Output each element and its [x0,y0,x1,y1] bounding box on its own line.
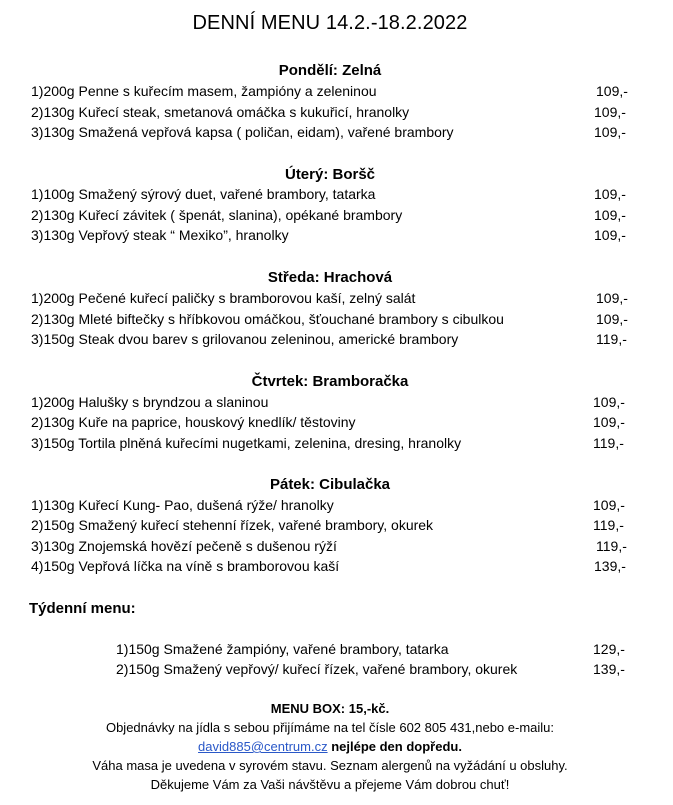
weekly-item-price: 129,- [593,641,625,657]
menu-item-price: 109,- [594,104,626,120]
menu-item-text: 2)130g Mleté biftečky s hříbkovou omáčkou, šťouchané brambory s cibulkou [31,311,504,327]
menu-row [0,435,673,455]
weekly-item-text: 2)150g Smažený vepřový/ kuřecí řízek, vařené brambory, okurek [116,661,518,677]
menu-row [0,331,673,351]
menu-item-text: 1)200g Penne s kuřecím masem, žampióny a zeleninou [31,83,377,99]
menu-row [0,290,673,310]
menu-item-price: 109,- [596,311,628,327]
menu-row [0,311,673,331]
orders-note: Objednávky na jídla s sebou přijímáme na tel čísle 602 805 431,nebo e-mailu: [105,720,555,735]
weekly-item-price: 139,- [593,661,625,677]
email-line-suffix: nejlépe den dopředu. [327,739,462,754]
menu-item-price: 109,- [593,497,625,513]
menu-item-text: 1)100g Smažený sýrový duet, vařené brambory, tatarka [31,186,376,202]
menu-item-price: 109,- [596,83,628,99]
menu-item-text: 2)130g Kuřecí steak, smetanová omáčka s kukuřicí, hranolky [31,104,410,120]
menu-item-price: 119,- [593,517,624,533]
menu-item-text: 3)130g Smažená vepřová kapsa ( poličan, eidam), vařené brambory [31,124,454,140]
email-link[interactable]: david885@centrum.cz [198,739,328,754]
menu-row [0,186,673,206]
menu-box-note: MENU BOX: 15,-kč. [270,701,390,716]
menu-row [0,497,673,517]
menu-item-price: 119,- [596,538,627,554]
menu-item-price: 119,- [593,435,624,451]
menu-item-text: 1)200g Halušky s bryndzou a slaninou [31,394,269,410]
menu-item-price: 109,- [596,290,628,306]
menu-item-price: 109,- [594,124,626,140]
menu-item-price: 109,- [593,414,625,430]
menu-row [0,124,673,144]
email-line [0,739,660,754]
menu-row [0,207,673,227]
menu-row [0,414,673,434]
menu-item-price: 109,- [594,207,626,223]
menu-item-price: 139,- [594,558,626,574]
day-heading-friday: Pátek: Cibulačka [269,476,391,493]
menu-item-text: 4)150g Vepřová líčka na víně s bramborovou kaší [31,558,340,574]
menu-item-price: 109,- [594,186,626,202]
menu-row [0,538,673,558]
menu-row [0,517,673,537]
day-heading-wednesday: Středa: Hrachová [267,269,393,286]
day-heading-tuesday: Úterý: Boršč [284,166,376,183]
menu-item-price: 109,- [593,394,625,410]
menu-title: DENNÍ MENU 14.2.-18.2.2022 [192,12,468,34]
day-heading-monday: Pondělí: Zelná [278,62,382,79]
weekly-menu-row [0,661,673,681]
menu-row [0,83,673,103]
menu-item-text: 3)150g Tortila plněná kuřecími nugetkami, zelenina, dresing, hranolky [31,435,462,451]
weekly-menu-row [0,641,673,661]
menu-item-text: 3)130g Vepřový steak “ Mexiko”, hranolky [31,227,289,243]
menu-item-text: 2)130g Kuře na paprice, houskový knedlík/ těstoviny [31,414,356,430]
menu-item-text: 1)200g Pečené kuřecí paličky s bramborovou kaší, zelný salát [31,290,416,306]
menu-item-text: 1)130g Kuřecí Kung- Pao, dušená rýže/ hranolky [31,497,334,513]
menu-item-price: 119,- [596,331,627,347]
menu-item-text: 3)150g Steak dvou barev s grilovanou zeleninou, americké brambory [31,331,459,347]
menu-item-text: 2)150g Smažený kuřecí stehenní řízek, vařené brambory, okurek [31,517,434,533]
menu-item-text: 3)130g Znojemská hovězí pečeně s dušenou rýží [31,538,337,554]
menu-item-price: 109,- [594,227,626,243]
thanks-note: Děkujeme Vám za Vaši návštěvu a přejeme Vám dobrou chuť! [150,777,510,792]
menu-row [0,558,673,578]
weight-note: Váha masa je uvedena v syrovém stavu. Seznam alergenů na vyžádání u obsluhy. [92,758,568,773]
weekly-item-text: 1)150g Smažené žampióny, vařené brambory, tatarka [116,641,449,657]
menu-row [0,227,673,247]
day-heading-thursday: Čtvrtek: Bramboračka [251,373,409,390]
menu-row [0,104,673,124]
menu-item-text: 2)130g Kuřecí závitek ( špenát, slanina), opékané brambory [31,207,403,223]
menu-row [0,394,673,414]
weekly-menu-heading: Týdenní menu: [29,600,136,617]
